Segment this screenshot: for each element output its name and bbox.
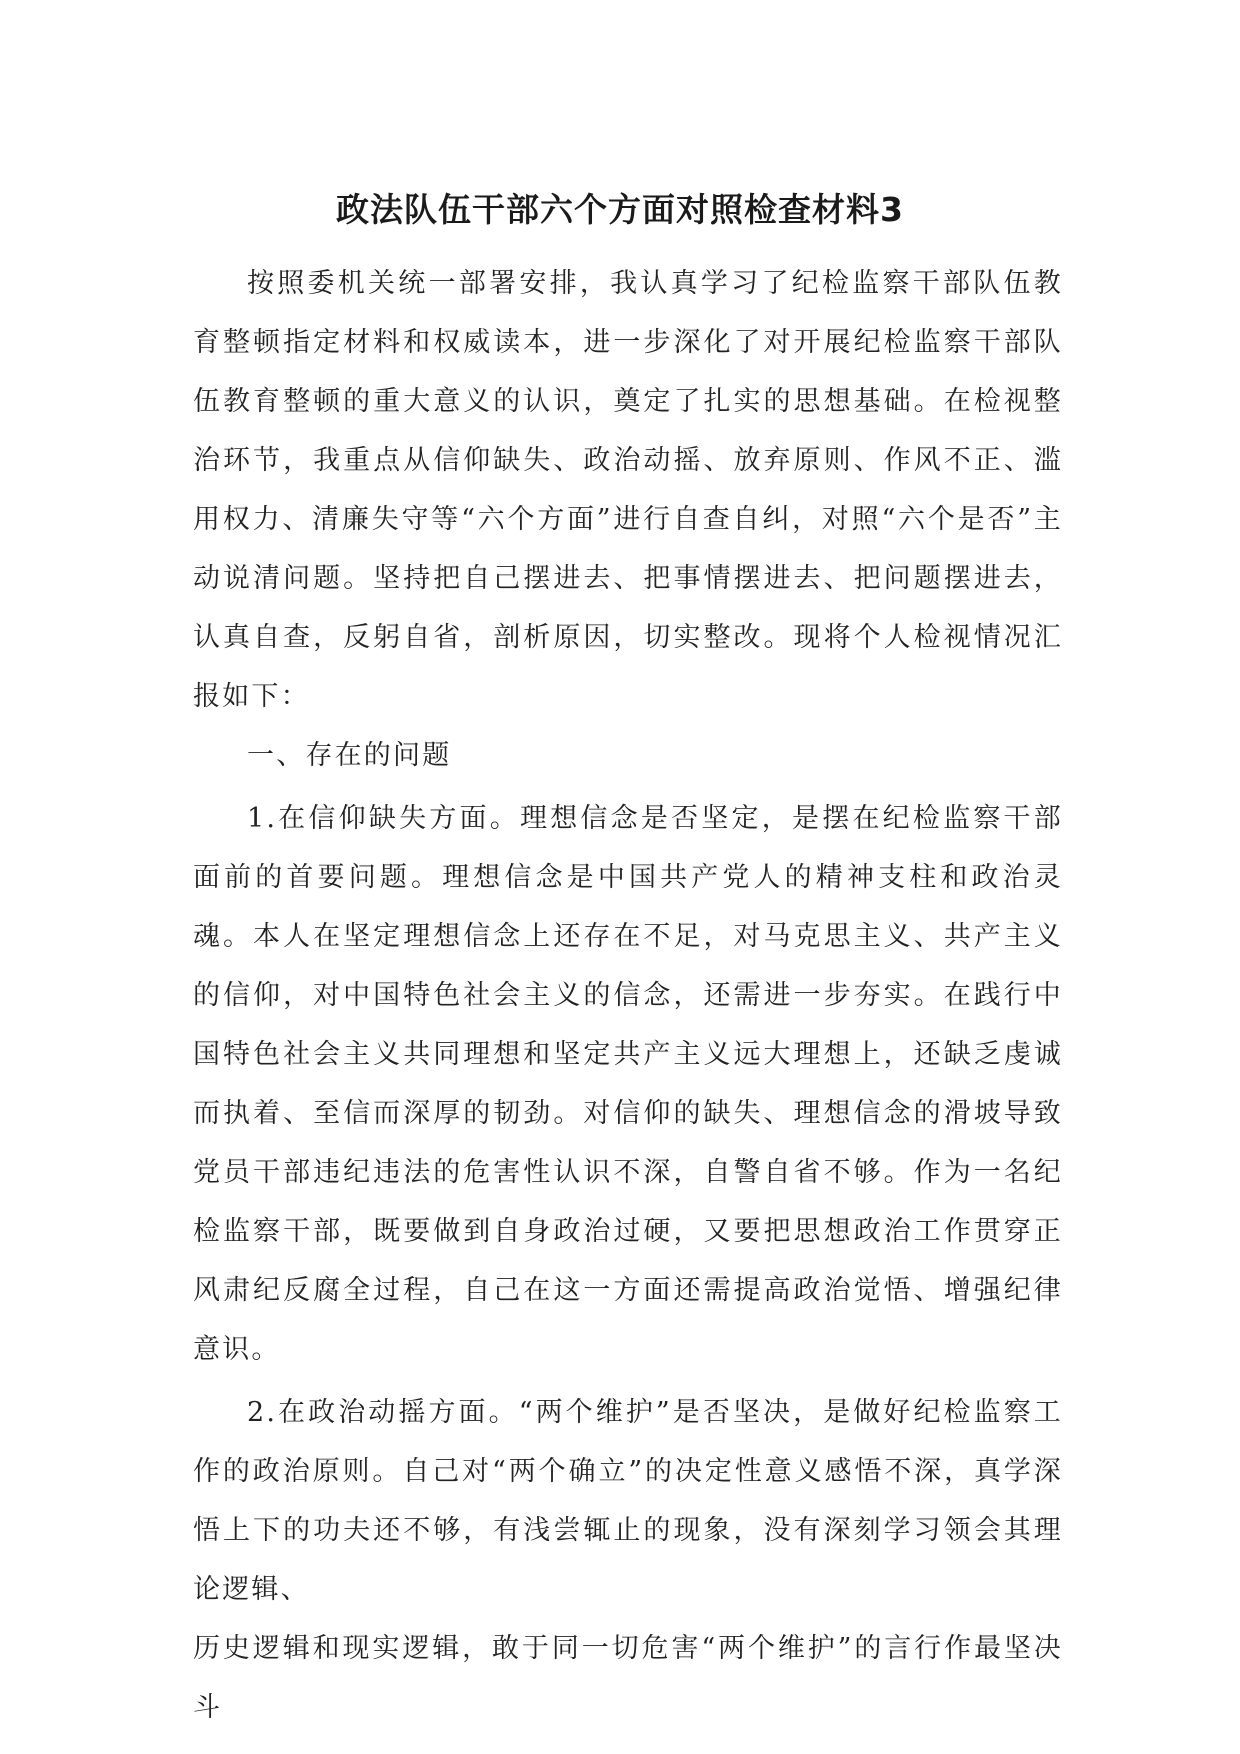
continuation-line: 历史逻辑和现实逻辑，敢于同一切危害“两个维护”的言行作最坚决斗 <box>193 1633 1063 1723</box>
item-1-paragraph: 1.在信仰缺失方面。理想信念是否坚定，是摆在纪检监察干部面前的首要问题。理想信念是中国共产党人的精神支柱和政治灵魂。本人在坚定理想信念上还存在不足，对马克思主义、共产主义的信仰，对中国特色社会主义的信念，还需进一步夯实。在践行中国特色社会主义共同理想和坚定共产主义远大理想上，还缺乏虔诚而执着、至信而深厚的韧劲。对信仰的缺失、理想信念的滑坡导致党员干部违纪违法的危害性认识不深，自警自省不够。作为一名纪检监察干部，既要做到自身政治过硬，又要把思想政治工作贯穿正风肃纪反腐全过程，自己在这一方面还需提高政治觉悟、增强纪律意识。 <box>193 803 1063 1365</box>
item-2-paragraph: 2.在政治动摇方面。“两个维护”是否坚决，是做好纪检监察工作的政治原则。自己对“两个确立”的决定性意义感悟不深，真学深悟上下的功夫还不够，有浅尝辄止的现象，没有深刻学习领会其理论逻辑、 <box>193 1397 1063 1605</box>
section-heading: 一、存在的问题 <box>247 740 452 771</box>
document-title: 政法队伍干部六个方面对照检查材料3 <box>336 190 904 229</box>
document-body <box>193 254 1063 1737</box>
intro-paragraph: 按照委机关统一部署安排，我认真学习了纪检监察干部队伍教育整顿指定材料和权威读本，进一步深化了对开展纪检监察干部队伍教育整顿的重大意义的认识，奠定了扎实的思想基础。在检视整治环节，我重点从信仰缺失、政治动摇、放弃原则、作风不正、滥用权力、清廉失守等“六个方面”进行自查自纠，对照“六个是否”主动说清问题。坚持把自己摆进去、把事情摆进去、把问题摆进去，认真自查，反躬自省，剖析原因，切实整改。现将个人检视情况汇报如下： <box>193 268 1063 712</box>
